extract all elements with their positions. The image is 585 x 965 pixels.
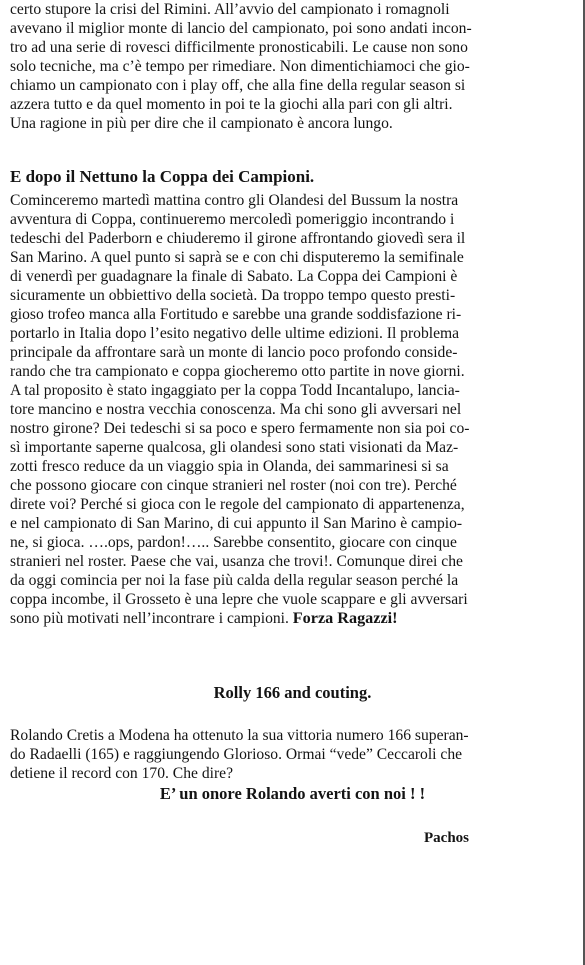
text-line: detiene il record con 170. Che dire? xyxy=(10,765,233,782)
text-line: sicuramente un obbiettivo della società. Da troppo tempo questo presti- xyxy=(10,287,456,304)
text-line: portarlo in Italia dopo l’esito negativo delle ultime edizioni. Il problema xyxy=(10,325,460,342)
text-line: certo stupore la crisi del Rimini. All’avvio del campionato i romagnoli xyxy=(10,1,450,18)
text-line: solo tecniche, ma c’è tempo per rimediare. Non dimentichiamoci che gio- xyxy=(10,58,470,75)
main-last-line-text: sono più motivati nell’incontrare i campioni. xyxy=(10,610,289,627)
rolly-heading: Rolly 166 and couting. xyxy=(213,683,372,702)
text-line: gioso trofeo manca alla Fortitudo e sarebbe una grande soddisfazione ri- xyxy=(10,306,462,323)
text-line: San Marino. A quel punto si saprà se e con chi disputeremo la semifinale xyxy=(10,249,464,266)
text-line: zotti fresco reduce da un viaggio spia in Olanda, dei sammarinesi si sa xyxy=(10,458,449,475)
text-line: do Radaelli (165) e raggiungendo Glorioso. Ormai “vede” Ceccaroli che xyxy=(10,746,463,763)
text-line: avventura di Coppa, continueremo mercoledì pomeriggio incontrando i xyxy=(10,211,455,228)
text-line: coppa incombe, il Grosseto è una lepre che vuole scappare e gli avversari xyxy=(10,591,468,608)
text-line: rando che tra campionato e coppa giocheremo otto partite in nove giorni. xyxy=(10,363,465,380)
text-line: tedeschi del Paderborn e chiuderemo il girone affrontando giovedì sera il xyxy=(10,230,466,247)
text-line: direte voi? Perché si gioca con le regole del campionato di appartenenza, xyxy=(10,496,465,513)
text-line: Una ragione in più per dire che il campionato è ancora lungo. xyxy=(10,115,393,132)
text-line: di venerdì per guadagnare la finale di Sabato. La Coppa dei Campioni è xyxy=(10,268,458,285)
text-line: azzera tutto e da quel momento in poi te la giochi alla pari con gli altri. xyxy=(10,96,453,113)
text-line: nostro girone? Dei tedeschi si sa poco e spero fermamente non sia poi co- xyxy=(10,420,470,437)
text-line: che possono giocare con cinque stranieri nel roster (noi con tre). Perché xyxy=(10,477,457,494)
text-line: principale da affrontare sarà un monte di lancio poco profondo conside- xyxy=(10,344,458,361)
text-line: tro ad una serie di rovesci difficilmente pronosticabili. Le cause non sono xyxy=(10,39,468,56)
text-line: avevano il miglior monte di lancio del campionato, poi sono andati incon- xyxy=(10,20,472,37)
text-line: sì importante saperne qualcosa, gli olandesi sono stati visionati da Maz- xyxy=(10,439,459,456)
text-line: tore mancino e nostra vecchia conoscenza. Ma chi sono gli avversari nel xyxy=(10,401,462,418)
text-line: da oggi comincia per noi la fase più calda della regular season perché la xyxy=(10,572,459,589)
text-line: Cominceremo martedì mattina contro gli Olandesi del Bussum la nostra xyxy=(10,192,459,209)
signature: Pachos xyxy=(424,830,469,846)
rolly-closing: E’ un onore Rolando averti con noi ! ! xyxy=(159,784,426,803)
text-line: stranieri nel roster. Paese che vai, usanza che trovi!. Comunque direi che xyxy=(10,553,463,570)
text-line: A tal proposito è stato ingaggiato per la coppa Todd Incantalupo, lancia- xyxy=(10,382,460,399)
text-line: Rolando Cretis a Modena ha ottenuto la sua vittoria numero 166 superan- xyxy=(10,727,469,744)
section-heading: E dopo il Nettuno la Coppa dei Campioni. xyxy=(10,167,315,186)
text-line: ne, si gioca. ….ops, pardon!….. Sarebbe consentito, giocare con cinque xyxy=(10,534,457,551)
text-line: e nel campionato di San Marino, di cui appunto il San Marino è campio- xyxy=(10,515,463,532)
text-line-last xyxy=(10,609,577,628)
forza-ragazzi-text: Forza Ragazzi! xyxy=(292,609,398,627)
text-line: chiamo un campionato con i play off, che alla fine della regular season si xyxy=(10,77,466,94)
